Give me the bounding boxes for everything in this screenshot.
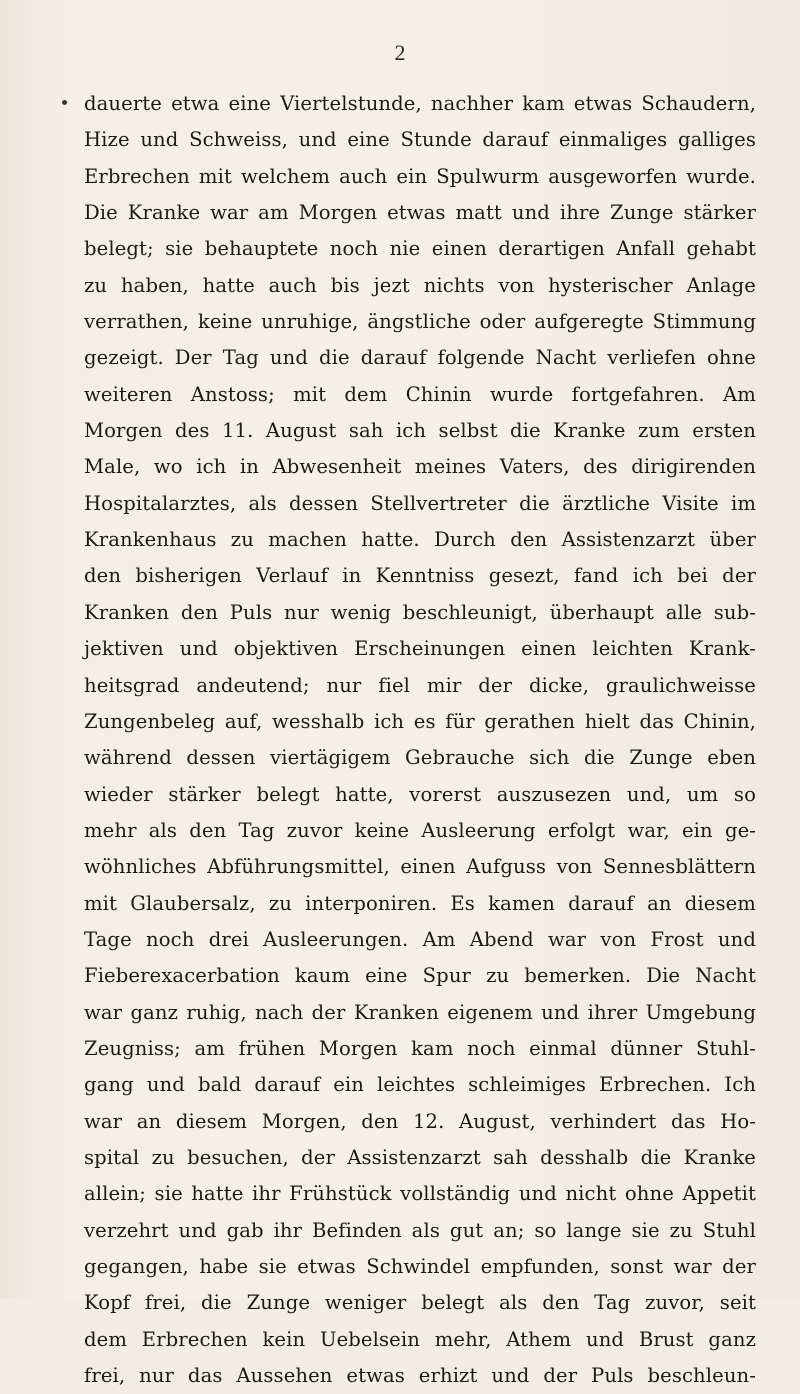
text-line: mit Glaubersalz, zu interponiren. Es kamen darauf an diesem <box>84 891 756 915</box>
text-line: zu haben, hatte auch bis jezt nichts von hysterischer Anlage <box>84 273 756 297</box>
page-number: 2 <box>394 40 406 65</box>
text-line: Male, wo ich in Abwesenheit meines Vaters, des dirigirenden <box>84 455 756 479</box>
text-line: dauerte etwa eine Viertelstunde, nachher kam etwas Schaudern, <box>84 92 756 115</box>
body-text <box>84 86 756 1394</box>
text-line: Zeugniss; am frühen Morgen kam noch einmal dünner Stuhl- <box>84 1036 756 1060</box>
text-line: Krankenhaus zu machen hatte. Durch den Assistenzarzt über <box>84 528 756 552</box>
text-line: war ganz ruhig, nach der Kranken eigenem und ihrer Umgebung <box>84 1000 756 1024</box>
text-line: Hospitalarztes, als dessen Stellvertreter die ärztliche Visite im <box>84 491 756 515</box>
text-line: heitsgrad andeutend; nur fiel mir der dicke, graulichweisse <box>84 673 756 697</box>
text-line: allein; sie hatte ihr Frühstück vollständig und nicht ohne Appetit <box>84 1182 756 1206</box>
text-line: verrathen, keine unruhige, ängstliche oder aufgeregte Stimmung <box>84 310 756 334</box>
text-line: weiteren Anstoss; mit dem Chinin wurde fortgefahren. Am <box>84 382 756 406</box>
text-line: verzehrt und gab ihr Befinden als gut an; so lange sie zu Stuhl <box>84 1218 756 1242</box>
text-line: belegt; sie behauptete noch nie einen derartigen Anfall gehabt <box>84 237 756 261</box>
text-line: Tage noch drei Ausleerungen. Am Abend war von Frost und <box>84 927 756 951</box>
text-line: gegangen, habe sie etwas Schwindel empfunden, sonst war der <box>84 1255 756 1278</box>
text-line: Morgen des 11. August sah ich selbst die Kranke zum ersten <box>84 419 756 443</box>
text-line: Die Kranke war am Morgen etwas matt und ihre Zunge stärker <box>84 201 756 225</box>
text-line: war an diesem Morgen, den 12. August, verhindert das Ho- <box>84 1109 756 1133</box>
text-line: gang und bald darauf ein leichtes schleimiges Erbrechen. Ich <box>84 1073 756 1097</box>
text-line: Erbrechen mit welchem auch ein Spulwurm ausgeworfen wurde. <box>84 164 756 188</box>
text-line: während dessen viertägigem Gebrauche sich die Zunge eben <box>84 746 756 770</box>
text-line: spital zu besuchen, der Assistenzarzt sah desshalb die Kranke <box>84 1145 756 1169</box>
text-line: dem Erbrechen kein Uebelsein mehr, Athem und Brust ganz <box>84 1327 756 1351</box>
text-line: Hize und Schweiss, und eine Stunde darauf einmaliges galliges <box>84 128 756 152</box>
text-line: Kranken den Puls nur wenig beschleunigt, überhaupt alle sub- <box>84 600 756 624</box>
text-line: Kopf frei, die Zunge weniger belegt als den Tag zuvor, seit <box>84 1291 756 1315</box>
text-line: jektiven und objektiven Erscheinungen einen leichten Krank- <box>84 637 756 661</box>
text-line: Fieberexacerbation kaum eine Spur zu bemerken. Die Nacht <box>84 964 756 988</box>
margin-mark <box>62 100 67 105</box>
text-line: frei, nur das Aussehen etwas erhizt und der Puls beschleun- <box>84 1364 756 1388</box>
text-line: wöhnliches Abführungsmittel, einen Aufguss von Sennesblättern <box>84 855 756 879</box>
text-line: wieder stärker belegt hatte, vorerst auszusezen und, um so <box>84 782 756 806</box>
text-line: gezeigt. Der Tag und die darauf folgende Nacht verliefen ohne <box>84 346 756 370</box>
text-line: den bisherigen Verlauf in Kenntniss gesezt, fand ich bei der <box>84 564 756 588</box>
text-line: Zungenbeleg auf, wesshalb ich es für gerathen hielt das Chinin, <box>84 709 756 733</box>
text-line: mehr als den Tag zuvor keine Ausleerung erfolgt war, ein ge- <box>84 818 756 842</box>
